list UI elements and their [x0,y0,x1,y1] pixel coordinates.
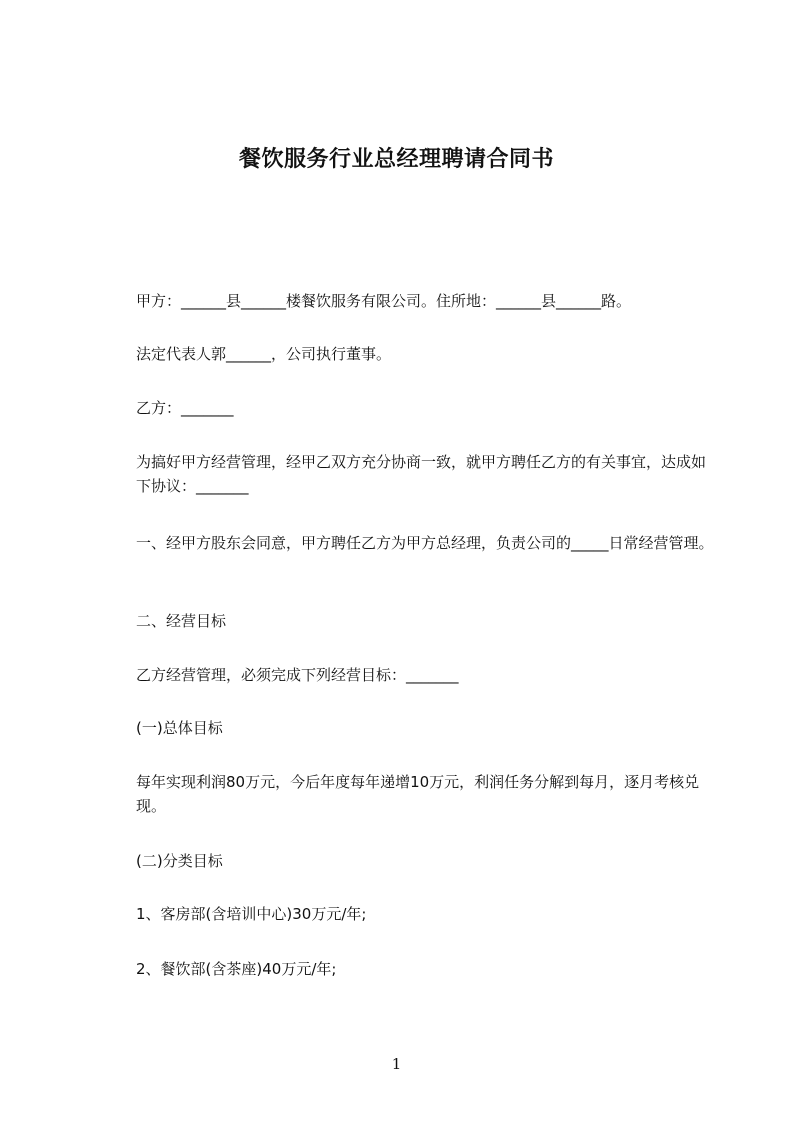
profit-target-paragraph: 每年实现利润80万元，今后年度每年递增10万元，利润任务分解到每月，逐月考核兑现。 [136,773,700,815]
target-item-catering: 2、餐饮部(含茶座)40万元/年; [136,960,337,978]
business-targets-line: 乙方经营管理，必须完成下列经营目标：_______ [136,666,459,684]
legal-representative-line: 法定代表人郭______，公司执行董事。 [136,345,392,363]
target-item-rooms: 1、客房部(含培训中心)30万元/年; [136,905,367,923]
preamble-paragraph: 为搞好甲方经营管理，经甲乙双方充分协商一致，就甲方聘任乙方的有关事宜，达成如下协议：_______ [136,453,707,495]
clause-two-heading: 二、经营目标 [136,612,227,630]
page-number: 1 [391,1055,402,1073]
overall-target-heading: (一)总体目标 [136,719,223,737]
party-b-line: 乙方：_______ [136,399,234,417]
clause-one-paragraph: 一、经甲方股东会同意，甲方聘任乙方为甲方总经理，负责公司的_____日常经营管理。 [136,534,714,552]
category-target-heading: (二)分类目标 [136,852,223,870]
party-a-line: 甲方：______县______楼餐饮服务有限公司。住所地：______县______路。 [136,292,632,310]
document-title: 餐饮服务行业总经理聘请合同书 [238,147,554,172]
